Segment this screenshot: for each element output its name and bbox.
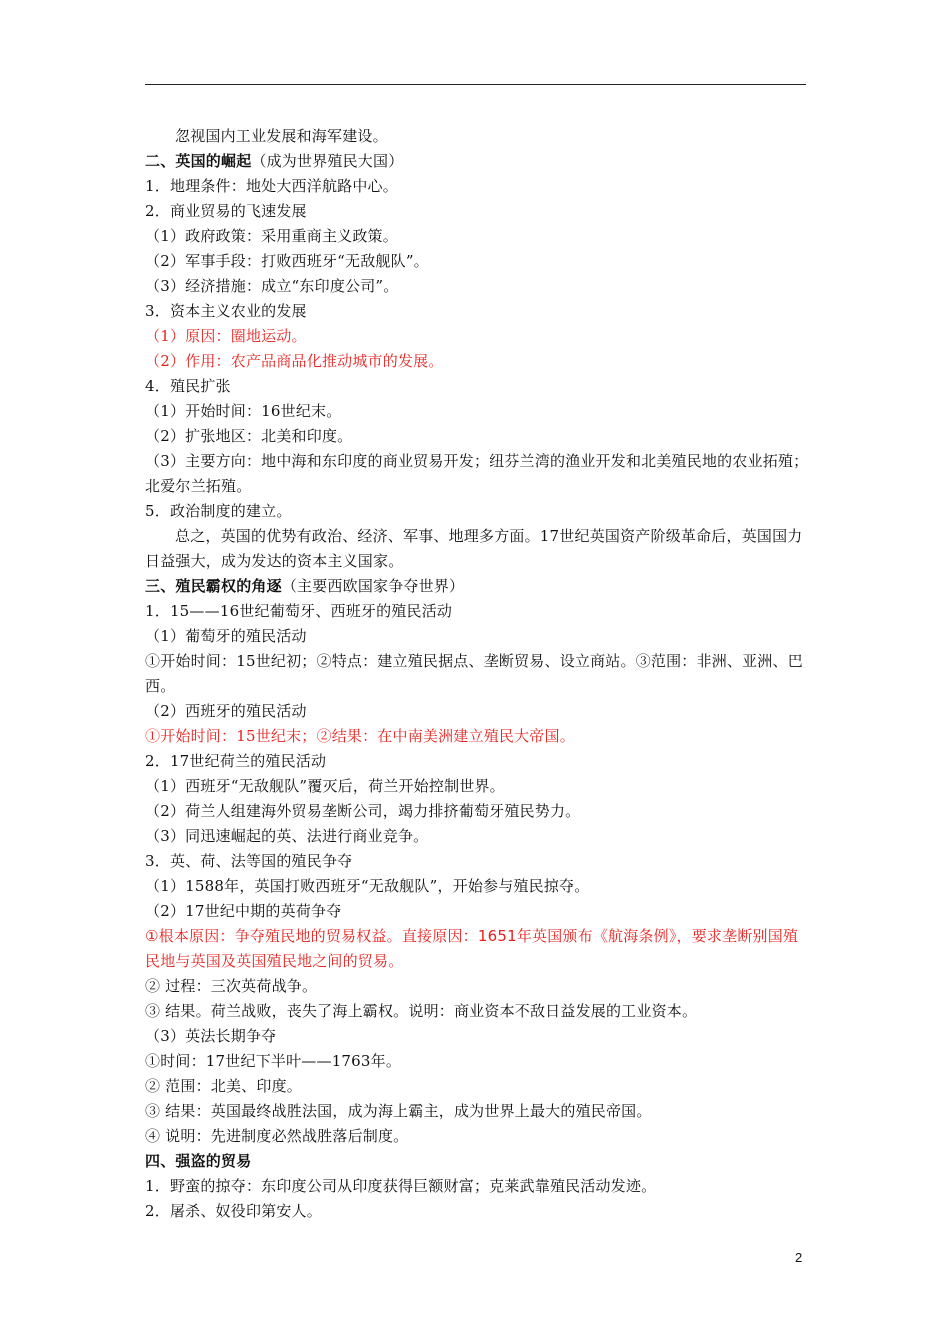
section-heading-4 bbox=[145, 1149, 810, 1174]
text-line: （3）经济措施：成立“东印度公司”。 bbox=[145, 277, 399, 295]
highlight-line: （2）作用：农产品商品化推动城市的发展。 bbox=[145, 352, 444, 370]
text-line: ③ 结果：英国最终战胜法国，成为海上霸主，成为世界上最大的殖民帝国。 bbox=[145, 1102, 652, 1120]
section-heading-3 bbox=[145, 574, 810, 599]
text-line: ② 范围：北美、印度。 bbox=[145, 1077, 302, 1095]
text-line: 1．野蛮的掠夺：东印度公司从印度获得巨额财富；克莱武靠殖民活动发迹。 bbox=[145, 1177, 657, 1195]
text-line: （2）17世纪中期的英荷争夺 bbox=[145, 902, 342, 920]
highlight-line: ①开始时间：15世纪末；②结果：在中南美洲建立殖民大帝国。 bbox=[145, 727, 575, 745]
text-line: （2）军事手段：打败西班牙“无敌舰队”。 bbox=[145, 252, 429, 270]
text-paragraph: （3）主要方向：地中海和东印度的商业贸易开发；纽芬兰湾的渔业开发和北美殖民地的农业拓殖；北爱尔兰拓殖。 bbox=[145, 452, 809, 495]
header-rule bbox=[145, 84, 806, 85]
text-line: 2．商业贸易的飞速发展 bbox=[145, 202, 307, 220]
section-heading-title: 三、殖民霸权的角逐 bbox=[145, 577, 282, 595]
text-line: ①时间：17世纪下半叶——1763年。 bbox=[145, 1052, 402, 1070]
text-line: ② 过程：三次英荷战争。 bbox=[145, 977, 318, 995]
text-line: 2．17世纪荷兰的殖民活动 bbox=[145, 752, 327, 770]
section-heading-2 bbox=[145, 149, 810, 174]
section-heading-note: （主要西欧国家争夺世界） bbox=[281, 577, 465, 595]
section-heading-title: 四、强盗的贸易 bbox=[145, 1152, 252, 1170]
text-line: （2）荷兰人组建海外贸易垄断公司，竭力排挤葡萄牙殖民势力。 bbox=[145, 802, 581, 820]
text-line: ③ 结果。荷兰战败，丧失了海上霸权。说明：商业资本不敌日益发展的工业资本。 bbox=[145, 1002, 698, 1020]
highlight-line: （1）原因：圈地运动。 bbox=[145, 327, 307, 345]
text-line: （1）政府政策：采用重商主义政策。 bbox=[145, 227, 398, 245]
section-heading-title: 二、英国的崛起 bbox=[145, 152, 252, 170]
text-paragraph: ①开始时间：15世纪初；②特点：建立殖民据点、垄断贸易、设立商站。③范围：非洲、亚洲、巴西。 bbox=[145, 652, 803, 695]
page-number: 2 bbox=[795, 1250, 803, 1265]
text-line: （3）英法长期争夺 bbox=[145, 1027, 277, 1045]
text-line: 1．15——16世纪葡萄牙、西班牙的殖民活动 bbox=[145, 602, 453, 620]
text-line: （2）西班牙的殖民活动 bbox=[145, 702, 307, 720]
text-line: 3．资本主义农业的发展 bbox=[145, 302, 307, 320]
section-heading-note: （成为世界殖民大国） bbox=[251, 152, 404, 170]
text-line: 5．政治制度的建立。 bbox=[145, 502, 292, 520]
text-line: （1）葡萄牙的殖民活动 bbox=[145, 627, 307, 645]
text-line: 忽视国内工业发展和海军建设。 bbox=[175, 127, 388, 145]
text-line: 4．殖民扩张 bbox=[145, 377, 231, 395]
text-line: （3）同迅速崛起的英、法进行商业竞争。 bbox=[145, 827, 429, 845]
text-line: （1）西班牙“无敌舰队”覆灭后，荷兰开始控制世界。 bbox=[145, 777, 505, 795]
text-line: （1）开始时间：16世纪末。 bbox=[145, 402, 342, 420]
highlight-paragraph: ①根本原因：争夺殖民地的贸易权益。直接原因：1651年英国颁布《航海条例》，要求垄断别国殖民地与英国及英国殖民地之间的贸易。 bbox=[145, 927, 799, 970]
text-line: ④ 说明：先进制度必然战胜落后制度。 bbox=[145, 1127, 409, 1145]
document-body bbox=[145, 124, 810, 1224]
text-line: （2）扩张地区：北美和印度。 bbox=[145, 427, 353, 445]
text-line: 1．地理条件：地处大西洋航路中心。 bbox=[145, 177, 398, 195]
text-line: （1）1588年，英国打败西班牙“无敌舰队”，开始参与殖民掠夺。 bbox=[145, 877, 590, 895]
summary-paragraph: 总之，英国的优势有政治、经济、军事、地理多方面。17世纪英国资产阶级革命后，英国国力日益强大，成为发达的资本主义国家。 bbox=[145, 527, 803, 570]
text-line: 3．英、荷、法等国的殖民争夺 bbox=[145, 852, 353, 870]
text-line: 2．屠杀、奴役印第安人。 bbox=[145, 1202, 322, 1220]
